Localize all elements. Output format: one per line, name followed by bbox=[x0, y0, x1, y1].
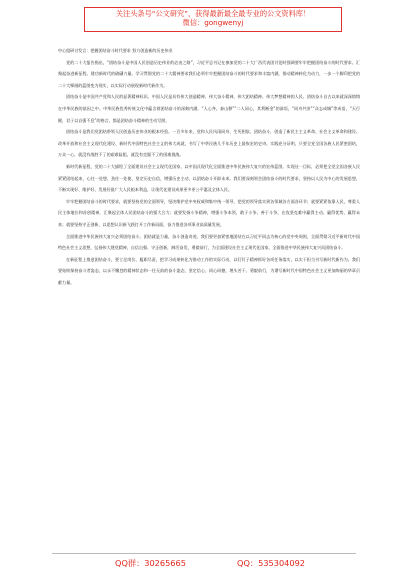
paragraph: 牢牢把握团结奋斗的时代要求，就要坚持党的全面领导，坚决维护党中央权威和集中统一领导，把党的领导落实到各领域各方面各环节；就要紧紧依靠人民，尊重人民主体地位和首创精神，汇聚起全体人民团结奋斗的强大合力；就要发扬斗争精神，增强斗争本领，敢于斗争、善于斗争，在攻坚克难中赢得主动、赢得优势、赢得未来；就要坚持守正创新，以思想认识新飞跃打开工作新局面，奋力推进各项事业高质量发展。 bbox=[58, 198, 360, 227]
paragraph: 新时代新征程，党的二十大描绘了全面建设社会主义现代化国家、以中国式现代化全面推进中华民族伟大复兴的宏伟蓝图。实现这一目标，必须把全党全国各族人民紧紧团结起来，心往一处想、劲往一处使，坚定历史自信，增强历史主动，以团结奋斗开辟未来。我们要深刻领会团结奋斗的时代要求，坚持以人民为中心的发展思想，不断实现好、维护好、发展好最广大人民根本利益，让现代化建设成果更多更公平惠及全体人民。 bbox=[58, 163, 360, 193]
footer-contact bbox=[115, 557, 305, 569]
footer-qq-group: QQ群：30265665 bbox=[115, 557, 186, 568]
paragraph: 党的二十大报告指出，“团结奋斗是中国人民创造历史伟业的必由之路”，习近平总书记在参加党的二十大广西代表团讨论时强调要牢牢把握团结奋斗的时代要求。汇聚起奋进新征程、建功新时代的磅礴力量。学习贯彻党的二十大精神要求我们必须牢牢把握团结奋斗的时代要求和丰富内涵，推动精神转化为动力，一步一个脚印把党的二十大擘画的蓝图变为现实，以实际行动展现新时代新作为。 bbox=[58, 59, 360, 88]
footer-qq-number: QQ：535304092 bbox=[237, 557, 305, 568]
paragraph: 团结奋斗是中国共产党和人民的显著精神标识。中国人民是具有伟大创造精神、伟大奋斗精神、伟大团结精神、伟大梦想精神的人民。团结奋斗自古以来就深深熔铸在中华民族的基因之中。中华民族优秀传统文化中蕴含着团结奋斗的深刻内涵，“人心齐，泰山移”“二人同心，其利断金”的谚语，“同舟共济”“众志成城”等成语，“天行健，君子以自强不息”的格言，都是团结奋斗精神的生动写照。 bbox=[58, 94, 360, 123]
paragraph: 在新征程上推进团结奋斗，要立足岗位、履职尽责，把学习成果转化为推动工作的实际行动，以钉钉子精神抓好各项任务落实，以实干担当书写新时代新作为。我们要始终保持奋斗者姿态，以永不懈怠的精神状态和一往无前的奋斗姿态，坚定信心、同心同德，埋头苦干、勇毅前行，为谱写新时代中国特色社会主义更加绚丽的华章贡献力量。 bbox=[58, 256, 360, 285]
promo-banner bbox=[84, 7, 342, 32]
paragraph: 团结奋斗是我们党团结带领人民创造历史伟业的根本经验。一百多年来，党和人民风雨同舟、生死相依、团结奋斗，创造了新民主主义革命、社会主义革命和建设、改革开放和社会主义现代化建设、新时代中国特色社会主义的伟大成就，书写了中华民族几千年历史上最恢宏的史诗。实践充分证明，只要全党全国各族人民紧密团结，万众一心，就没有战胜不了的艰难险阻，就没有克服不了的困难挑战。 bbox=[58, 129, 360, 158]
document-title-line: 中心组研讨发言：把握团结奋斗时代要求 努力创造新的历史伟业 bbox=[58, 48, 173, 53]
promo-banner-line1: 关注头条号“公文研究”，获得最新最全最专业的公文资料库！ bbox=[115, 9, 311, 18]
document-body bbox=[58, 45, 360, 288]
promo-banner-line2: 微信：gongwenyj bbox=[182, 17, 244, 27]
footer-divider bbox=[52, 553, 356, 554]
paragraph: 全面推进中华民族伟大复兴必须团结奋斗。团结就是力量，奋斗创造奇迹。我们要更加紧密地团结在以习近平同志为核心的党中央周围，全面贯彻习近平新时代中国特色社会主义思想，弘扬伟大建党精神，自信自强、守正创新，踔厉奋发、勇毅前行，为全面建设社会主义现代化国家、全面推进中华民族伟大复兴而团结奋斗。 bbox=[58, 233, 360, 251]
